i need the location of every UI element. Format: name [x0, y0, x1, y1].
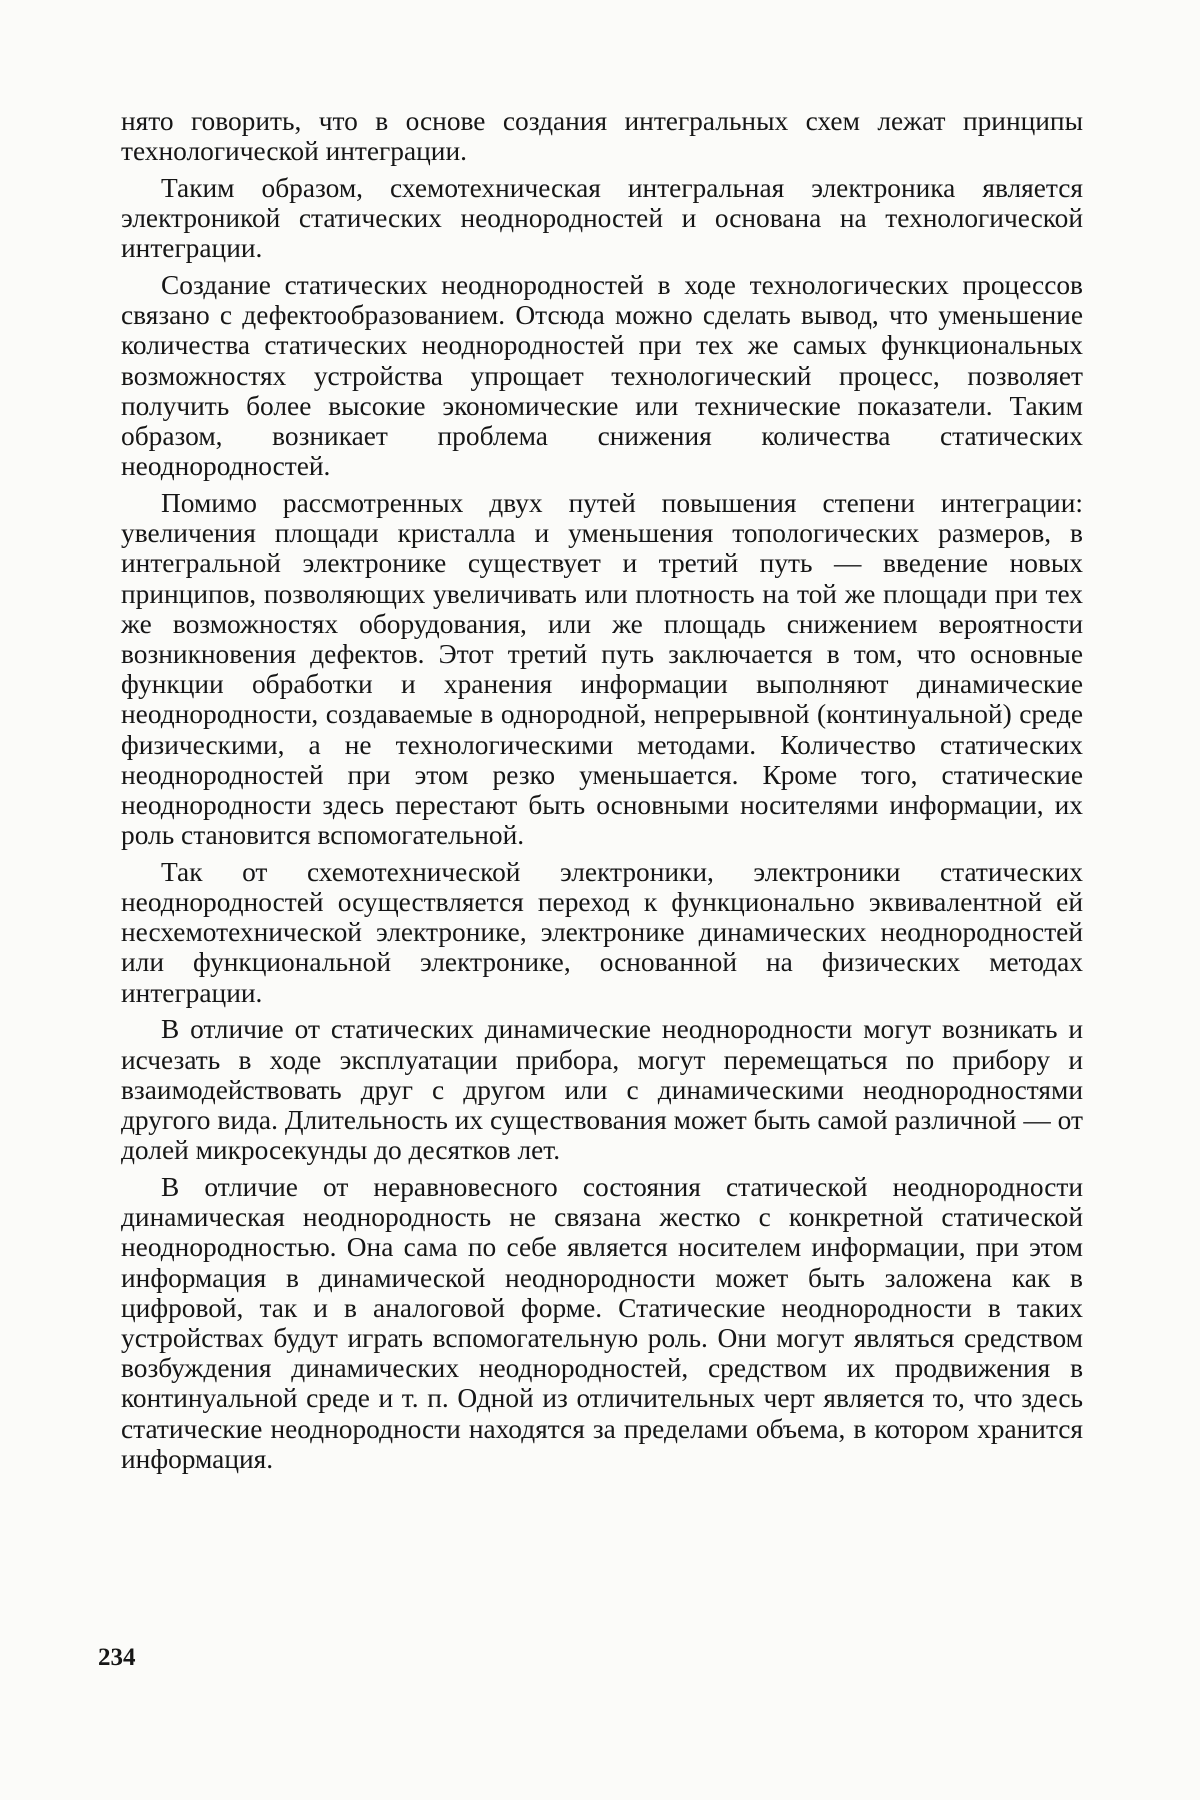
paragraph: Таким образом, схемотехническая интегральная электроника является электроникой статических неоднородностей и основана на технологической интеграции. — [121, 172, 1083, 264]
paragraph: В отличие от неравновесного состояния статической неоднородности динамическая неоднородность не связана жестко с конкретной статической неоднородностью. Она сама по себе является носителем информации, при этом информация в динамической неоднородности может быть заложена как в цифровой, так и в аналоговой форме. Статические неоднородности в таких устройствах будут играть вспомогательную роль. Они могут являться средством возбуждения динамических неоднородностей, средством их продвижения в континуальной среде и т. п. Одной из отличительных черт является то, что здесь статические неоднородности находятся за пределами объема, в котором хранится информация. — [121, 1171, 1083, 1474]
paragraph: Создание статических неоднородностей в ходе технологических процессов связано с дефектообразованием. Отсюда можно сделать вывод, что уменьшение количества статических неоднородностей при тех же самых функциональных возможностях устройства упрощает технологический процесс, позволяет получить более высокие экономические или технические показатели. Таким образом, возникает проблема снижения количества статических неоднородностей. — [121, 270, 1083, 482]
page-number: 234 — [98, 1644, 136, 1671]
paragraph: Помимо рассмотренных двух путей повышения степени интеграции: увеличения площади кристалла и уменьшения топологических размеров, в интегральной электронике существует и третий путь — введение новых принципов, позволяющих увеличивать или плотность на той же площади при тех же возможностях оборудования, или же площадь снижением вероятности возникновения дефектов. Этот третий путь заключается в том, что основные функции обработки и хранения информации выполняют динамические неоднородности, создаваемые в однородной, непрерывной (континуальной) среде физическими, а не технологическими методами. Количество статических неоднородностей при этом резко уменьшается. Кроме того, статические неоднородности здесь перестают быть основными носителями информации, их роль становится вспомогательной. — [121, 487, 1083, 851]
body-text — [121, 106, 1083, 1474]
paragraph: В отличие от статических динамические неоднородности могут возникать и исчезать в ходе эксплуатации прибора, могут перемещаться по прибору и взаимодействовать друг с другом или с динамическими неоднородностями другого вида. Длительность их существования может быть самой различной — от долей микросекунды до десятков лет. — [121, 1014, 1083, 1166]
paragraph-continuation: нято говорить, что в основе создания интегральных схем лежат принципы технологической интеграции. — [121, 106, 1083, 167]
paragraph: Так от схемотехнической электроники, электроники статических неоднородностей осуществляется переход к функционально эквивалентной ей несхемотехнической электронике, электронике динамических неоднородностей или функциональной электронике, основанной на физических методах интеграции. — [121, 856, 1083, 1008]
